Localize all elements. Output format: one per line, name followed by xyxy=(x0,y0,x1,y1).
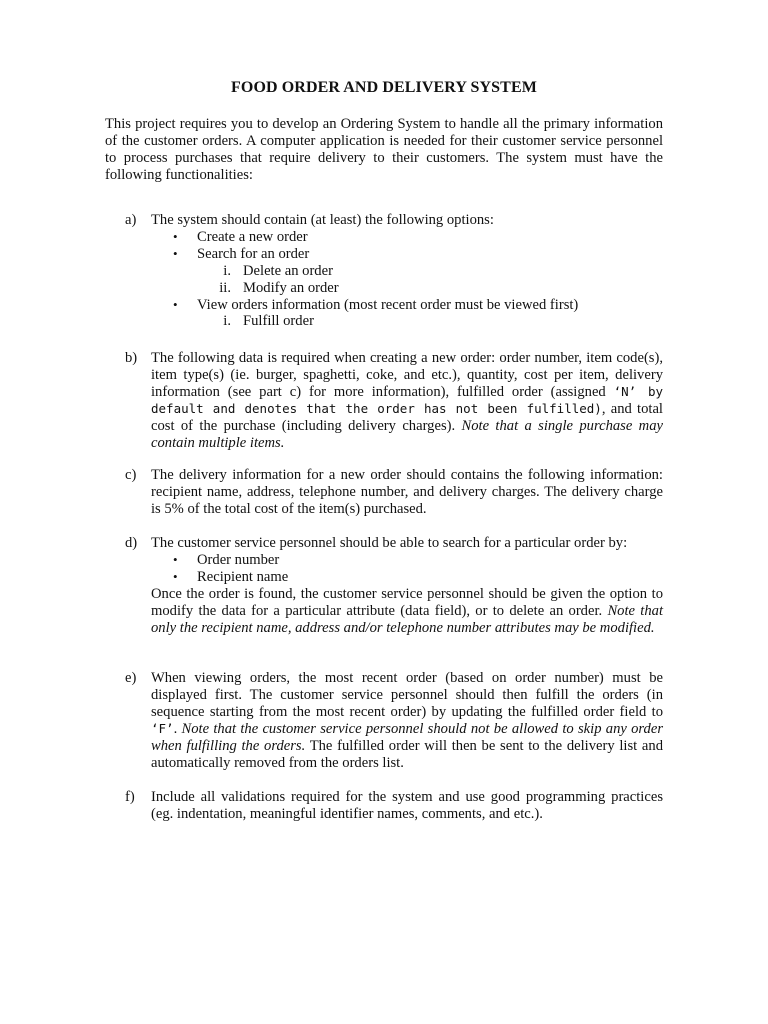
roman-numeral: ii. xyxy=(219,279,231,296)
roman-numeral: i. xyxy=(223,313,231,330)
item-text xyxy=(151,670,663,771)
item-text xyxy=(151,350,663,451)
item-text: The delivery information for a new order should contains the following information: recipient name, address, telephone number, and delivery charges. The delivery charge is 5% of the total cost of the item(s) purchased. xyxy=(151,467,663,517)
bullet-icon: • xyxy=(173,551,178,567)
options-list xyxy=(151,229,663,263)
requirement-a xyxy=(125,212,663,330)
item-text: Include all validations required for the system and use good programming practices (eg. indentation, meaningful identifier names, comments, and etc.). xyxy=(151,789,663,822)
sub-label: Delete an order xyxy=(243,262,333,279)
requirement-b xyxy=(125,350,663,451)
item-marker: b) xyxy=(125,350,138,366)
list-item xyxy=(151,313,663,330)
text-segment: The fulfilled order will then be sent to the delivery list and automatically removed from the orders list. xyxy=(151,737,663,771)
list-item xyxy=(151,246,663,263)
list-item xyxy=(151,229,663,246)
item-marker: c) xyxy=(125,467,137,483)
intro-paragraph: This project requires you to develop an Ordering System to handle all the primary information of the customer orders. A computer application is needed for their customer service personnel to process purchases that require delivery to their customers. The system must have the following functionalities: xyxy=(105,116,663,183)
bullet-icon: • xyxy=(173,228,178,244)
options-list-continued xyxy=(151,297,663,314)
text-segment: , and total cost of the purchase (including delivery charges). xyxy=(151,400,663,434)
text-segment: Once the order is found, the customer service personnel should be given the option to modify the data for a particular attribute (data field), or to delete an order. xyxy=(151,585,663,619)
code-default-value: ‘N’ by default and denotes that the order has not been fulfilled) xyxy=(151,383,664,416)
sub-label: Fulfill order xyxy=(243,313,314,330)
text-segment: When viewing orders, the most recent order (based on order number) must be displayed first. The customer service personnel should then fulfill the orders (in sequence starting from the most recent order) by updating the fulfilled order field to xyxy=(151,670,663,720)
italic-note: Note that the customer service personnel should not be allowed to skip any order when fulfilling the orders. xyxy=(151,720,664,754)
sub-label: Modify an order xyxy=(243,279,339,296)
search-sublist xyxy=(151,263,663,297)
requirement-d xyxy=(125,535,663,636)
list-item xyxy=(151,263,663,280)
view-sublist xyxy=(151,313,663,330)
item-marker: a) xyxy=(125,212,137,228)
item-marker: f) xyxy=(125,789,135,805)
list-item xyxy=(151,280,663,297)
italic-note: Note that only the recipient name, address and/or telephone number attributes may be modified. xyxy=(151,602,664,636)
italic-note: Note that a single purchase may contain multiple items. xyxy=(151,417,663,451)
requirement-f xyxy=(125,789,663,823)
item-text: The customer service personnel should be able to search for a particular order by: xyxy=(151,535,628,551)
bullet-icon: • xyxy=(173,568,178,584)
bullet-label: Search for an order xyxy=(197,245,310,262)
requirement-c xyxy=(125,467,663,518)
item-text: The system should contain (at least) the following options: xyxy=(151,212,494,228)
bullet-icon: • xyxy=(173,245,178,261)
bullet-label: Recipient name xyxy=(197,568,289,585)
roman-numeral: i. xyxy=(223,262,231,279)
bullet-label: View orders information (most recent order must be viewed first) xyxy=(197,296,579,313)
text-segment: The following data is required when creating a new order: order number, item code(s), item type(s) (ie. burger, spaghetti, coke, and etc.), quantity, cost per item, delivery information (see part c) for more information), fulfilled order (assigned xyxy=(151,350,663,400)
bullet-label: Order number xyxy=(197,551,280,568)
item-text-continued xyxy=(151,586,663,637)
code-fulfilled-value: ‘F’ xyxy=(151,720,174,736)
list-item xyxy=(151,297,663,314)
bullet-icon: • xyxy=(173,296,178,312)
list-item xyxy=(151,569,663,586)
page-title: FOOD ORDER AND DELIVERY SYSTEM xyxy=(231,79,537,96)
item-marker: d) xyxy=(125,535,138,551)
requirement-e xyxy=(125,670,663,771)
item-marker: e) xyxy=(125,670,137,686)
text-segment: . xyxy=(173,720,182,737)
bullet-label: Create a new order xyxy=(197,228,308,245)
list-item xyxy=(151,552,663,569)
search-by-list xyxy=(151,552,663,586)
